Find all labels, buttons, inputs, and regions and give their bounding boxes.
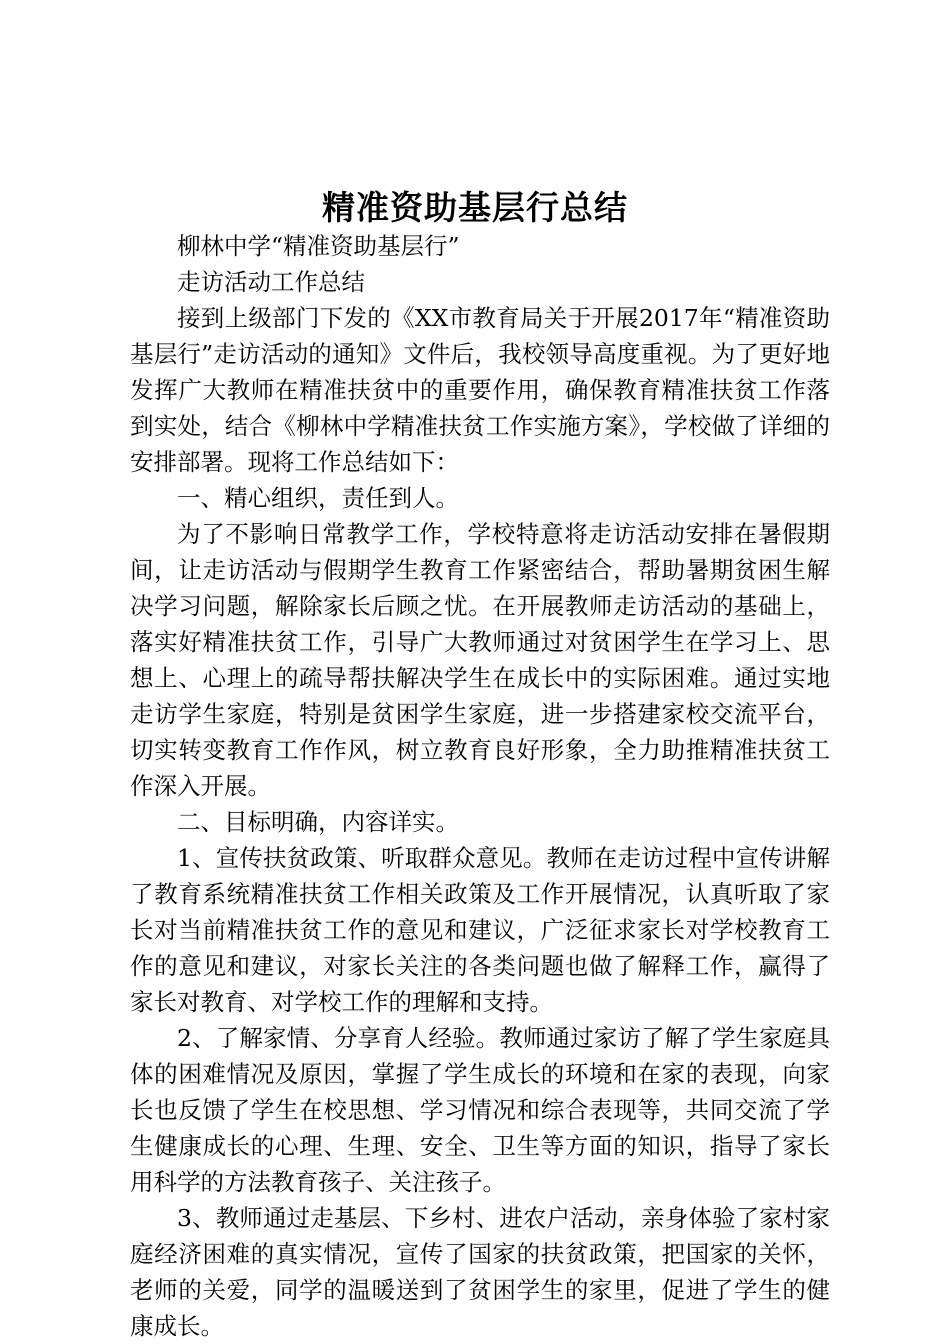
- subtitle-line-2: 走访活动工作总结: [177, 268, 365, 296]
- document-body: [130, 228, 830, 1344]
- subtitle-line-1: 柳林中学“精准资助基层行”: [177, 232, 460, 260]
- document-title: 精准资助基层行总结: [322, 188, 628, 227]
- section-heading-2: 二、目标明确，内容详实。: [177, 808, 459, 836]
- item-3-paragraph: 3、教师通过走基层、下乡村、进农户活动，亲身体验了家村家庭经济困难的真实情况，宣传了国家的扶贫政策，把国家的关怀，老师的关爱，同学的温暖送到了贫困学生的家里，促进了学生的健康成长。: [130, 1204, 830, 1340]
- item-1-paragraph: 1、宣传扶贫政策、听取群众意见。教师在走访过程中宣传讲解了教育系统精准扶贫工作相关政策及工作开展情况，认真听取了家长对当前精准扶贫工作的意见和建议，广泛征求家长对学校教育工作的意见和建议，对家长关注的各类问题也做了解释工作，赢得了家长对教育、对学校工作的理解和支持。: [130, 844, 830, 1016]
- section-1-paragraph: 为了不影响日常教学工作，学校特意将走访活动安排在暑假期间，让走访活动与假期学生教育工作紧密结合，帮助暑期贫困生解决学习问题，解除家长后顾之忧。在开展教师走访活动的基础上，落实好精准扶贫工作，引导广大教师通过对贫困学生在学习上、思想上、心理上的疏导帮扶解决学生在成长中的实际困难。通过实地走访学生家庭，特别是贫困学生家庭，进一步搭建家校交流平台，切实转变教育工作作风，树立教育良好形象，全力助推精准扶贫工作深入开展。: [130, 520, 830, 800]
- intro-paragraph: 接到上级部门下发的《XX市教育局关于开展2017年“精准资助基层行”走访活动的通知》文件后，我校领导高度重视。为了更好地发挥广大教师在精准扶贫中的重要作用，确保教育精准扶贫工作落到实处，结合《柳林中学精准扶贫工作实施方案》，学校做了详细的安排部署。现将工作总结如下：: [130, 304, 830, 476]
- section-heading-1: 一、精心组织，责任到人。: [177, 484, 459, 512]
- item-2-paragraph: 2、了解家情、分享育人经验。教师通过家访了解了学生家庭具体的困难情况及原因，掌握了学生成长的环境和在家的表现，向家长也反馈了学生在校思想、学习情况和综合表现等，共同交流了学生健康成长的心理、生理、安全、卫生等方面的知识，指导了家长用科学的方法教育孩子、关注孩子。: [130, 1024, 830, 1196]
